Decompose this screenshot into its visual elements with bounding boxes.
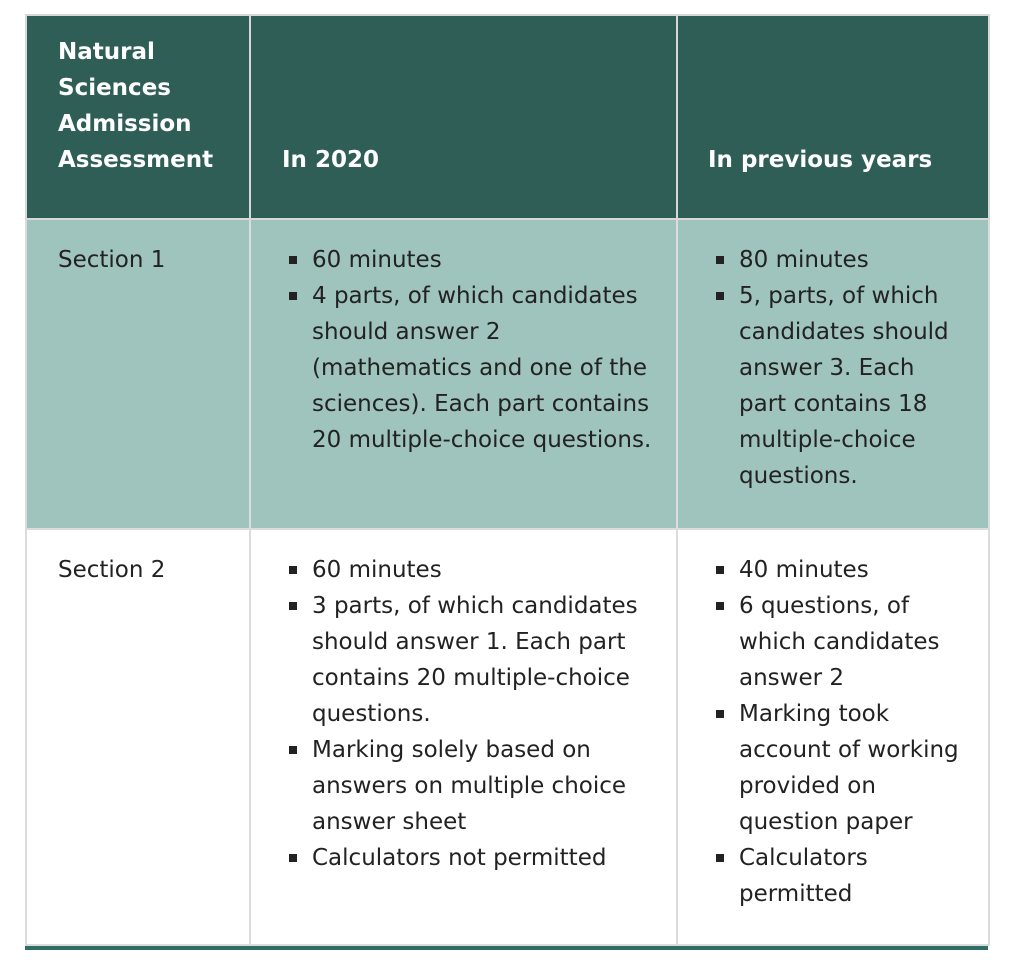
bullet-icon <box>289 854 297 862</box>
section-1-label: Section 1 <box>26 219 250 529</box>
list-item-text: 60 minutes <box>312 247 442 273</box>
list-item-text: Marking solely based on answers on multiple choice answer sheet <box>312 737 627 835</box>
list-item <box>312 278 666 458</box>
table-row-section-1 <box>26 219 989 529</box>
header-assessment: Natural Sciences Admission Assessment <box>26 15 250 219</box>
section-2-previous-list <box>716 552 968 912</box>
section-2-in-2020-cell <box>250 529 677 945</box>
list-item <box>312 552 666 588</box>
header-in-2020: In 2020 <box>250 15 677 219</box>
bullet-icon <box>289 566 297 574</box>
bullet-icon <box>289 746 297 754</box>
bullet-icon <box>289 256 297 264</box>
section-2-label: Section 2 <box>26 529 250 945</box>
list-item <box>312 840 666 876</box>
list-item <box>739 840 968 912</box>
list-item <box>739 588 968 696</box>
list-item-text: 80 minutes <box>739 247 869 273</box>
admission-assessment-table <box>25 14 990 946</box>
bullet-icon <box>716 710 724 718</box>
bullet-icon <box>716 256 724 264</box>
section-2-in-2020-list <box>289 552 666 876</box>
header-previous-years: In previous years <box>677 15 989 219</box>
bullet-icon <box>289 292 297 300</box>
bullet-icon <box>716 854 724 862</box>
list-item-text: Marking took account of working provided on question paper <box>739 701 959 835</box>
list-item <box>739 242 968 278</box>
section-1-previous-cell <box>677 219 989 529</box>
bullet-icon <box>716 566 724 574</box>
list-item-text: 6 questions, of which candidates answer 2 <box>739 593 940 691</box>
list-item-text: 3 parts, of which candidates should answer 1. Each part contains 20 multiple-choice questions. <box>312 593 638 727</box>
section-1-in-2020-cell <box>250 219 677 529</box>
section-1-previous-list <box>716 242 968 494</box>
list-item <box>312 242 666 278</box>
list-item <box>739 278 968 494</box>
table-row-section-2 <box>26 529 989 945</box>
list-item-text: 4 parts, of which candidates should answer 2 (mathematics and one of the sciences). Each part contains 20 multiple-choice questions. <box>312 283 652 453</box>
comparison-table-container <box>25 14 988 946</box>
list-item <box>312 588 666 732</box>
list-item-text: 40 minutes <box>739 557 869 583</box>
bullet-icon <box>716 602 724 610</box>
section-1-in-2020-list <box>289 242 666 458</box>
list-item-text: Calculators permitted <box>739 845 868 907</box>
list-item <box>739 552 968 588</box>
bullet-icon <box>716 292 724 300</box>
list-item-text: 60 minutes <box>312 557 442 583</box>
table-bottom-accent-bar <box>25 946 988 950</box>
list-item-text: 5, parts, of which candidates should answer 3. Each part contains 18 multiple-choice questions. <box>739 283 949 489</box>
table-header-row <box>26 15 989 219</box>
list-item <box>312 732 666 840</box>
list-item-text: Calculators not permitted <box>312 845 607 871</box>
bullet-icon <box>289 602 297 610</box>
section-2-previous-cell <box>677 529 989 945</box>
list-item <box>739 696 968 840</box>
